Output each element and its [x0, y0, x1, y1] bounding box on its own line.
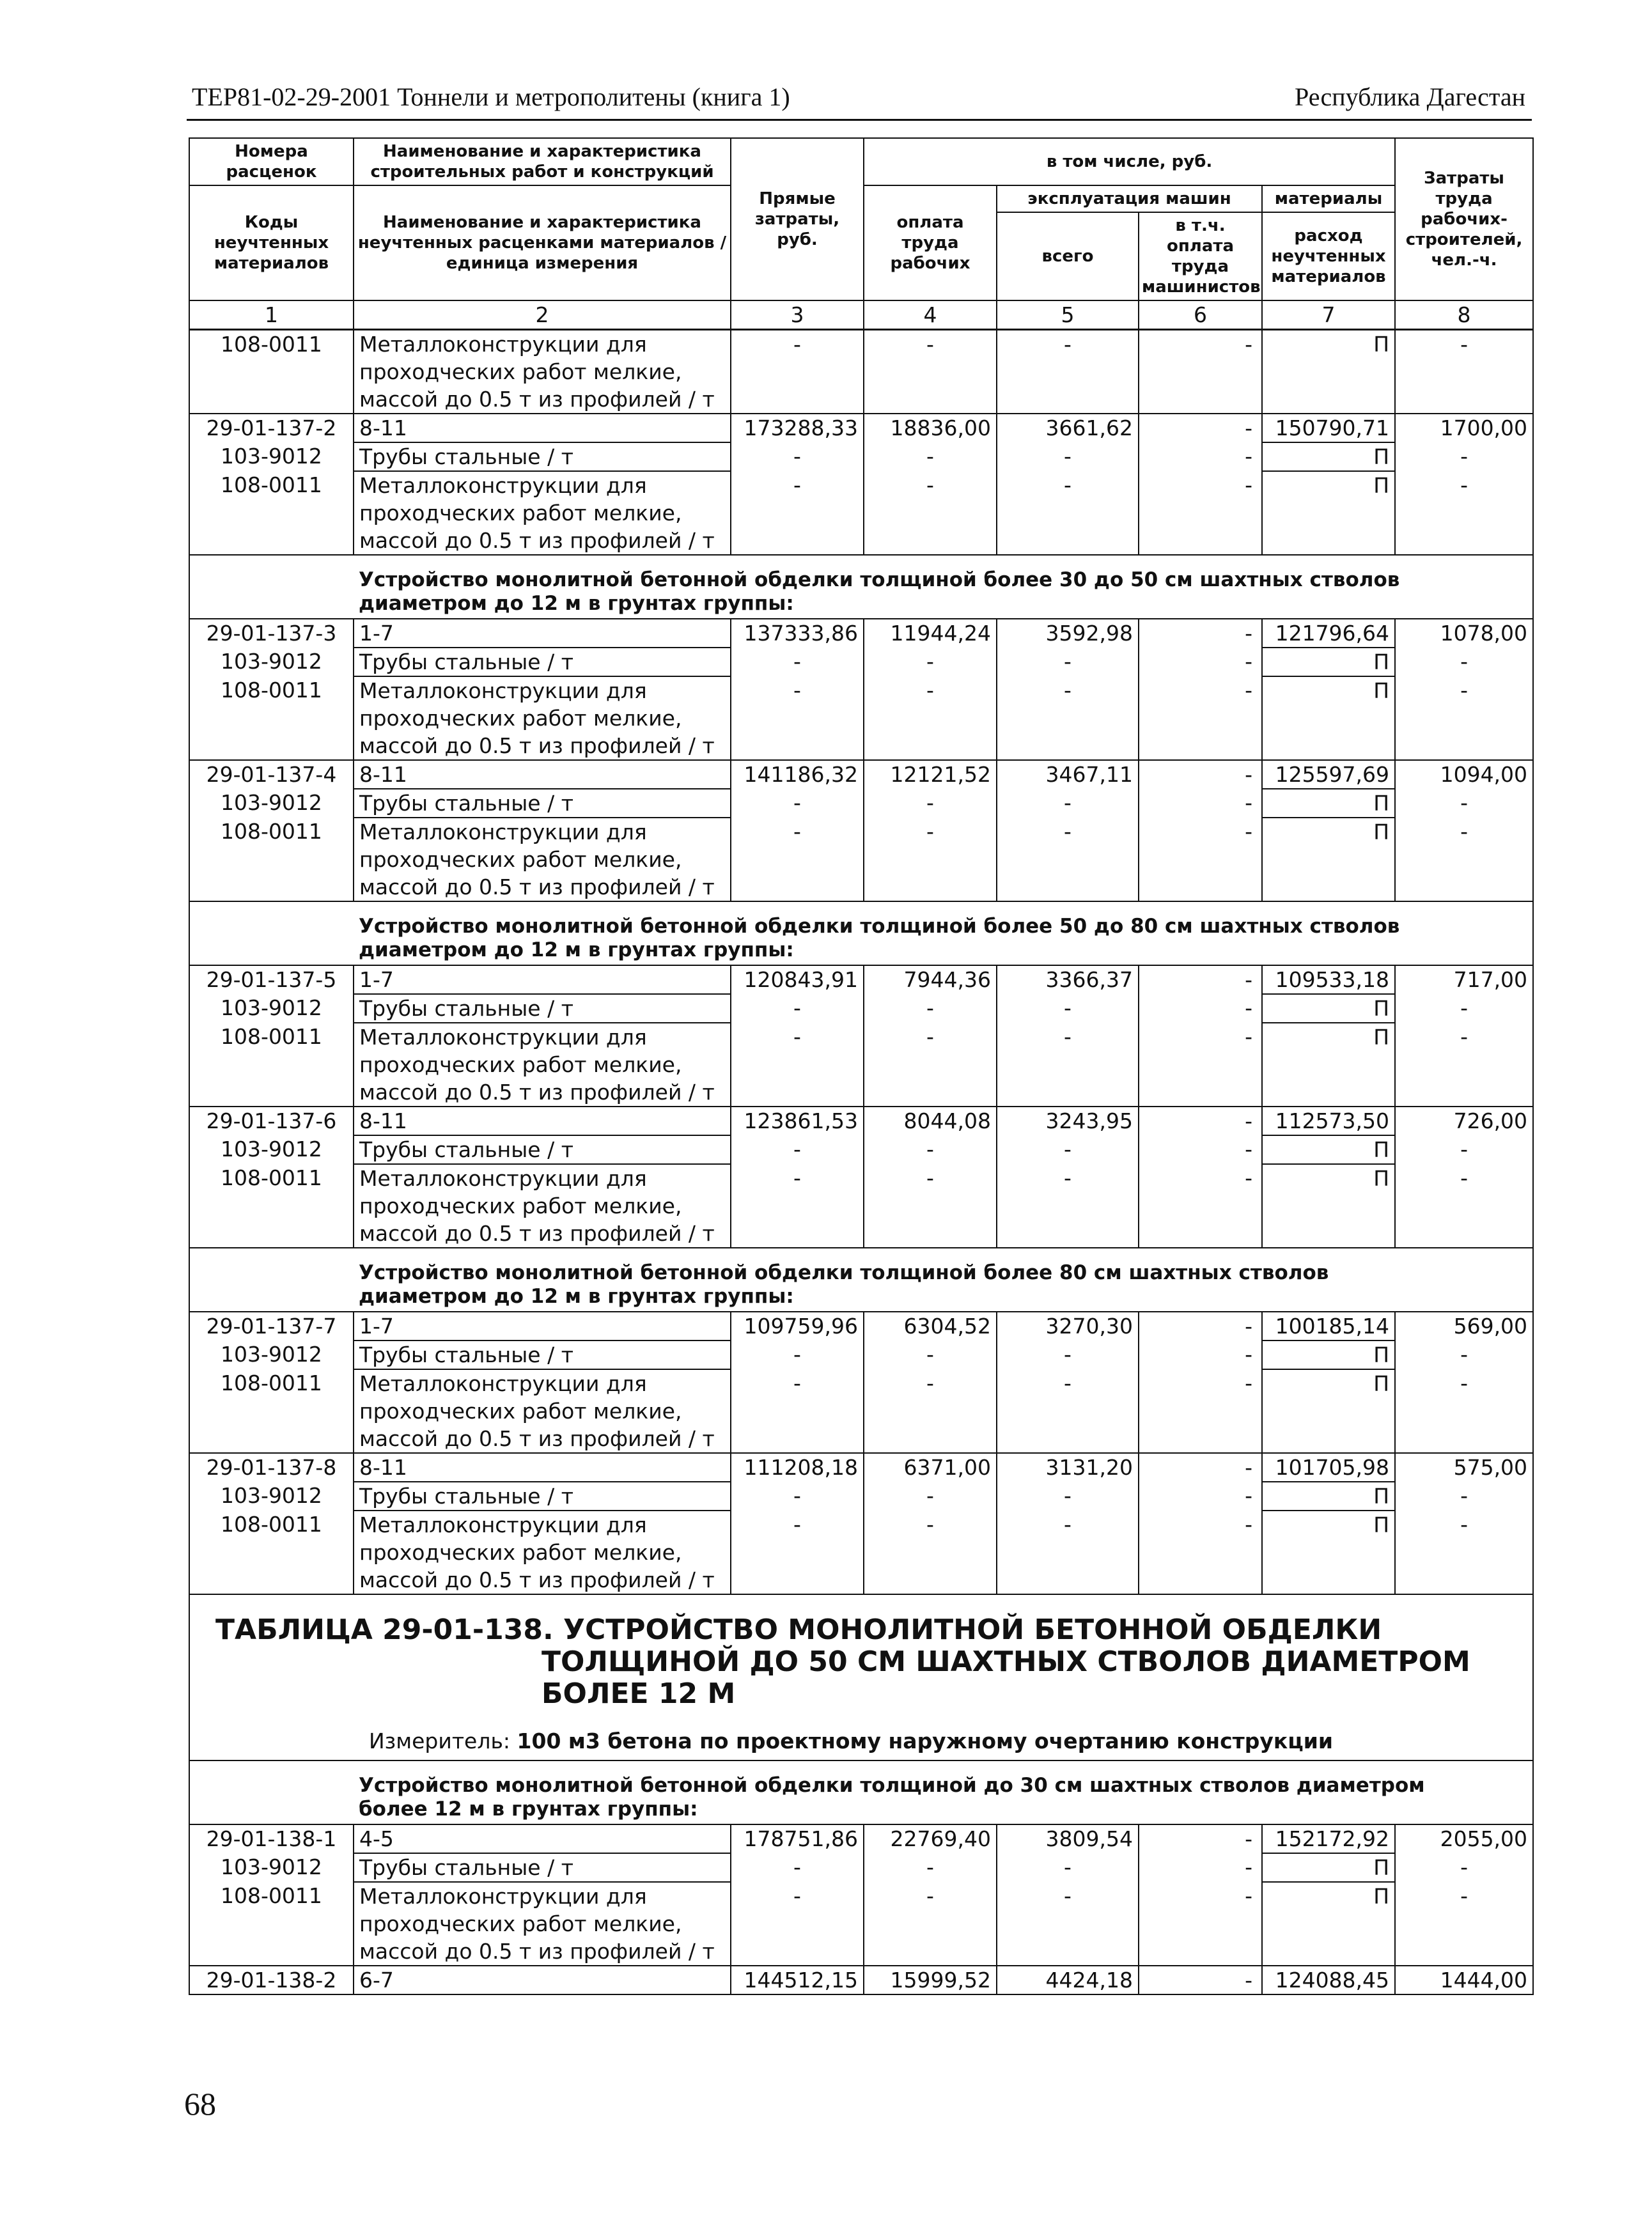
machines-total-value: -	[997, 1369, 1139, 1453]
machines-total-value: -	[997, 994, 1139, 1023]
section-heading: Устройство монолитной бетонной обделки толщиной более 30 до 50 см шахтных стволов диаметром до 12 м в грунтах группы:	[354, 555, 1533, 619]
material-marker: П	[1262, 1164, 1395, 1248]
worker-pay-value: -	[864, 1023, 997, 1107]
material-marker: П	[1262, 1882, 1395, 1966]
machinist-pay-value: -	[1139, 1511, 1262, 1594]
section-heading-row	[189, 1760, 1533, 1824]
material-row	[189, 442, 1533, 471]
labor-hours-value: -	[1395, 330, 1533, 414]
machinist-pay-value: -	[1139, 1853, 1262, 1882]
material-code: 108-0011	[189, 676, 354, 760]
machines-total-value: 3592,98	[997, 619, 1139, 648]
rate-code: 29-01-138-1	[189, 1824, 354, 1853]
machinist-pay-value: -	[1139, 1966, 1262, 1994]
labor-hours-value: -	[1395, 1882, 1533, 1966]
material-marker: П	[1262, 789, 1395, 818]
col-number-4: 4	[864, 300, 997, 330]
labor-hours-value: 717,00	[1395, 965, 1533, 994]
labor-hours-value: -	[1395, 1023, 1533, 1107]
rate-code: 29-01-137-7	[189, 1312, 354, 1341]
worker-pay-value: -	[864, 789, 997, 818]
material-name: Трубы стальные / т	[354, 1482, 731, 1511]
material-row	[189, 1882, 1533, 1966]
material-code: 108-0011	[189, 330, 354, 414]
machines-total-value: 3366,37	[997, 965, 1139, 994]
col-header-material-codes: Коды неучтенных материалов	[189, 185, 354, 300]
labor-hours-value: -	[1395, 994, 1533, 1023]
direct-costs-value: -	[731, 1882, 864, 1966]
worker-pay-value: 11944,24	[864, 619, 997, 648]
machines-total-value: -	[997, 1853, 1139, 1882]
material-row	[189, 1023, 1533, 1107]
material-marker: П	[1262, 676, 1395, 760]
rate-row	[189, 414, 1533, 442]
machines-total-value: -	[997, 818, 1139, 901]
material-name: Металлоконструкции для проходческих работ мелкие, массой до 0.5 т из профилей / т	[354, 1164, 731, 1248]
material-code: 108-0011	[189, 1164, 354, 1248]
materials-value: 124088,45	[1262, 1966, 1395, 1994]
labor-hours-value: -	[1395, 789, 1533, 818]
material-marker: П	[1262, 648, 1395, 676]
materials-value: 125597,69	[1262, 760, 1395, 789]
material-code: 103-9012	[189, 1482, 354, 1511]
material-marker: П	[1262, 1482, 1395, 1511]
direct-costs-value: -	[731, 1482, 864, 1511]
direct-costs-value: -	[731, 1023, 864, 1107]
labor-hours-value: -	[1395, 1135, 1533, 1164]
labor-hours-value: 1094,00	[1395, 760, 1533, 789]
direct-costs-value: 111208,18	[731, 1453, 864, 1482]
column-number-row	[189, 300, 1533, 330]
header-rule	[187, 119, 1532, 121]
machinist-pay-value: -	[1139, 965, 1262, 994]
material-code: 108-0011	[189, 818, 354, 901]
materials-value: 109533,18	[1262, 965, 1395, 994]
col-number-8: 8	[1395, 300, 1533, 330]
machinist-pay-value: -	[1139, 442, 1262, 471]
machinist-pay-value: -	[1139, 789, 1262, 818]
material-code: 108-0011	[189, 1882, 354, 1966]
material-row	[189, 1341, 1533, 1369]
rate-code: 29-01-137-4	[189, 760, 354, 789]
col-number-3: 3	[731, 300, 864, 330]
worker-pay-value: 22769,40	[864, 1824, 997, 1853]
machines-total-value: -	[997, 648, 1139, 676]
machinist-pay-value: -	[1139, 1135, 1262, 1164]
machinist-pay-value: -	[1139, 1107, 1262, 1135]
rate-code: 29-01-137-2	[189, 414, 354, 442]
material-row	[189, 648, 1533, 676]
worker-pay-value: 6371,00	[864, 1453, 997, 1482]
material-name: Трубы стальные / т	[354, 1135, 731, 1164]
col-header-worker-pay: оплата труда рабочих	[864, 185, 997, 300]
worker-pay-value: -	[864, 676, 997, 760]
machines-total-value: -	[997, 1341, 1139, 1369]
table-title-line-2: ТОЛЩИНОЙ ДО 50 СМ ШАХТНЫХ СТВОЛОВ ДИАМЕТРОМ БОЛЕЕ 12 М	[542, 1645, 1470, 1710]
rate-row	[189, 965, 1533, 994]
rate-groups: 8-11	[354, 414, 731, 442]
labor-hours-value: 1700,00	[1395, 414, 1533, 442]
material-name: Трубы стальные / т	[354, 994, 731, 1023]
labor-hours-value: -	[1395, 648, 1533, 676]
direct-costs-value: -	[731, 648, 864, 676]
labor-hours-value: -	[1395, 1164, 1533, 1248]
material-marker: П	[1262, 994, 1395, 1023]
section-spacer	[189, 1760, 354, 1824]
material-name: Трубы стальные / т	[354, 789, 731, 818]
rate-groups: 1-7	[354, 965, 731, 994]
labor-hours-value: -	[1395, 1482, 1533, 1511]
rate-row	[189, 1312, 1533, 1341]
machinist-pay-value: -	[1139, 1023, 1262, 1107]
col-header-material-name: Наименование и характеристика неучтенных расценками материалов / единица измерения	[354, 185, 731, 300]
section-spacer	[189, 1248, 354, 1312]
direct-costs-value: 173288,33	[731, 414, 864, 442]
material-marker: П	[1262, 1341, 1395, 1369]
materials-value: 112573,50	[1262, 1107, 1395, 1135]
materials-value: 152172,92	[1262, 1824, 1395, 1853]
worker-pay-value: 12121,52	[864, 760, 997, 789]
col-header-materials: материалы	[1262, 185, 1395, 212]
machines-total-value: 3243,95	[997, 1107, 1139, 1135]
running-header-title: ТЕР81-02-29-2001 Тоннели и метрополитены (книга 1)	[192, 82, 790, 111]
direct-costs-value: 109759,96	[731, 1312, 864, 1341]
direct-costs-value: -	[731, 1341, 864, 1369]
machinist-pay-value: -	[1139, 1164, 1262, 1248]
materials-value: 101705,98	[1262, 1453, 1395, 1482]
column-header-row-1	[189, 138, 1533, 185]
machines-total-value: -	[997, 471, 1139, 555]
worker-pay-value: -	[864, 648, 997, 676]
labor-hours-value: -	[1395, 1853, 1533, 1882]
worker-pay-value: 6304,52	[864, 1312, 997, 1341]
worker-pay-value: -	[864, 1511, 997, 1594]
material-name: Трубы стальные / т	[354, 1853, 731, 1882]
material-code: 103-9012	[189, 994, 354, 1023]
machinist-pay-value: -	[1139, 648, 1262, 676]
material-code: 108-0011	[189, 1369, 354, 1453]
direct-costs-value: 123861,53	[731, 1107, 864, 1135]
measure-value: 100 м3 бетона по проектному наружному очертанию конструкции	[517, 1729, 1333, 1753]
material-name: Трубы стальные / т	[354, 648, 731, 676]
machines-total-value: -	[997, 1164, 1139, 1248]
machines-total-value: -	[997, 1023, 1139, 1107]
rate-row	[189, 1824, 1533, 1853]
labor-hours-value: 575,00	[1395, 1453, 1533, 1482]
worker-pay-value: -	[864, 1135, 997, 1164]
rate-row	[189, 1107, 1533, 1135]
page-number: 68	[184, 2086, 216, 2122]
direct-costs-value: -	[731, 1511, 864, 1594]
rate-code: 29-01-138-2	[189, 1966, 354, 1994]
material-name: Трубы стальные / т	[354, 442, 731, 471]
section-heading-row	[189, 555, 1533, 619]
labor-hours-value: 569,00	[1395, 1312, 1533, 1341]
worker-pay-value: -	[864, 1853, 997, 1882]
machinist-pay-value: -	[1139, 676, 1262, 760]
material-code: 103-9012	[189, 442, 354, 471]
machines-total-value: -	[997, 789, 1139, 818]
direct-costs-value: -	[731, 789, 864, 818]
material-name: Металлоконструкции для проходческих работ мелкие, массой до 0.5 т из профилей / т	[354, 471, 731, 555]
material-code: 103-9012	[189, 1135, 354, 1164]
machinist-pay-value: -	[1139, 818, 1262, 901]
col-header-work-name: Наименование и характеристика строительных работ и конструкций	[354, 138, 731, 185]
machines-total-value: -	[997, 1482, 1139, 1511]
material-row	[189, 330, 1533, 414]
rate-row	[189, 1453, 1533, 1482]
machinist-pay-value: -	[1139, 760, 1262, 789]
worker-pay-value: -	[864, 818, 997, 901]
machinist-pay-value: -	[1139, 1341, 1262, 1369]
labor-hours-value: 726,00	[1395, 1107, 1533, 1135]
material-row	[189, 1511, 1533, 1594]
worker-pay-value: -	[864, 1164, 997, 1248]
rate-groups: 1-7	[354, 1312, 731, 1341]
machines-total-value: -	[997, 442, 1139, 471]
rate-row	[189, 619, 1533, 648]
material-row	[189, 789, 1533, 818]
direct-costs-value: -	[731, 330, 864, 414]
rate-code: 29-01-137-8	[189, 1453, 354, 1482]
material-row	[189, 471, 1533, 555]
direct-costs-value: 144512,15	[731, 1966, 864, 1994]
machinist-pay-value: -	[1139, 1312, 1262, 1341]
worker-pay-value: -	[864, 1882, 997, 1966]
worker-pay-value: -	[864, 994, 997, 1023]
direct-costs-value: -	[731, 676, 864, 760]
material-row	[189, 1135, 1533, 1164]
labor-hours-value: -	[1395, 676, 1533, 760]
col-header-machines: эксплуатация машин	[997, 185, 1262, 212]
worker-pay-value: 18836,00	[864, 414, 997, 442]
machinist-pay-value: -	[1139, 619, 1262, 648]
material-name: Металлоконструкции для проходческих работ мелкие, массой до 0.5 т из профилей / т	[354, 1882, 731, 1966]
material-marker: П	[1262, 1135, 1395, 1164]
section-heading-row	[189, 1248, 1533, 1312]
material-code: 108-0011	[189, 1023, 354, 1107]
direct-costs-value: 178751,86	[731, 1824, 864, 1853]
materials-value: 100185,14	[1262, 1312, 1395, 1341]
material-name: Металлоконструкции для проходческих работ мелкие, массой до 0.5 т из профилей / т	[354, 1511, 731, 1594]
machines-total-value: 3131,20	[997, 1453, 1139, 1482]
material-row	[189, 1164, 1533, 1248]
labor-hours-value: -	[1395, 818, 1533, 901]
worker-pay-value: -	[864, 442, 997, 471]
table-heading-block	[189, 1594, 1533, 1760]
labor-hours-value: -	[1395, 442, 1533, 471]
material-name: Металлоконструкции для проходческих работ мелкие, массой до 0.5 т из профилей / т	[354, 330, 731, 414]
section-spacer	[189, 555, 354, 619]
machinist-pay-value: -	[1139, 1824, 1262, 1853]
material-code: 103-9012	[189, 1853, 354, 1882]
table-heading-row	[189, 1594, 1533, 1760]
machinist-pay-value: -	[1139, 1369, 1262, 1453]
direct-costs-value: 137333,86	[731, 619, 864, 648]
worker-pay-value: -	[864, 1482, 997, 1511]
section-heading-row	[189, 901, 1533, 965]
machinist-pay-value: -	[1139, 1482, 1262, 1511]
machines-total-value: -	[997, 330, 1139, 414]
measure-label: Измеритель:	[369, 1729, 511, 1753]
material-name: Металлоконструкции для проходческих работ мелкие, массой до 0.5 т из профилей / т	[354, 818, 731, 901]
rate-code: 29-01-137-3	[189, 619, 354, 648]
direct-costs-value: -	[731, 1369, 864, 1453]
rate-groups: 8-11	[354, 1453, 731, 1482]
machines-total-value: -	[997, 1511, 1139, 1594]
rate-groups: 8-11	[354, 760, 731, 789]
worker-pay-value: 7944,36	[864, 965, 997, 994]
direct-costs-value: -	[731, 471, 864, 555]
material-code: 103-9012	[189, 1341, 354, 1369]
material-row	[189, 1482, 1533, 1511]
col-header-labor-hours: Затраты труда рабочих-строителей, чел.-ч.	[1395, 138, 1533, 300]
material-marker: П	[1262, 471, 1395, 555]
rate-code: 29-01-137-6	[189, 1107, 354, 1135]
material-name: Металлоконструкции для проходческих работ мелкие, массой до 0.5 т из профилей / т	[354, 676, 731, 760]
direct-costs-value: -	[731, 1853, 864, 1882]
material-name: Металлоконструкции для проходческих работ мелкие, массой до 0.5 т из профилей / т	[354, 1369, 731, 1453]
col-header-machines-total: всего	[997, 212, 1139, 300]
rate-groups: 4-5	[354, 1824, 731, 1853]
machines-total-value: 3270,30	[997, 1312, 1139, 1341]
direct-costs-value: 141186,32	[731, 760, 864, 789]
col-number-6: 6	[1139, 300, 1262, 330]
labor-hours-value: -	[1395, 1511, 1533, 1594]
materials-value: 121796,64	[1262, 619, 1395, 648]
material-marker: П	[1262, 1853, 1395, 1882]
material-code: 108-0011	[189, 471, 354, 555]
machines-total-value: 3809,54	[997, 1824, 1139, 1853]
material-marker: П	[1262, 1369, 1395, 1453]
machines-total-value: 4424,18	[997, 1966, 1139, 1994]
material-row	[189, 994, 1533, 1023]
table-title-line-1: ТАБЛИЦА 29-01-138. УСТРОЙСТВО МОНОЛИТНОЙ БЕТОННОЙ ОБДЕЛКИ	[215, 1613, 1382, 1646]
rate-code: 29-01-137-5	[189, 965, 354, 994]
material-marker: П	[1262, 442, 1395, 471]
col-header-machinist-pay: в т.ч. оплата труда машинистов	[1139, 212, 1262, 300]
worker-pay-value: -	[864, 471, 997, 555]
section-heading: Устройство монолитной бетонной обделки толщиной более 80 см шахтных стволов диаметром до 12 м в грунтах группы:	[354, 1248, 1533, 1312]
section-heading: Устройство монолитной бетонной обделки толщиной до 30 см шахтных стволов диаметром более 12 м в грунтах группы:	[354, 1760, 1533, 1824]
rate-groups: 1-7	[354, 619, 731, 648]
material-row	[189, 1369, 1533, 1453]
machines-total-value: 3661,62	[997, 414, 1139, 442]
col-number-2: 2	[354, 300, 731, 330]
material-marker: П	[1262, 1511, 1395, 1594]
labor-hours-value: 2055,00	[1395, 1824, 1533, 1853]
material-code: 103-9012	[189, 789, 354, 818]
direct-costs-value: -	[731, 818, 864, 901]
running-header-region: Республика Дагестан	[1295, 82, 1525, 111]
labor-hours-value: 1078,00	[1395, 619, 1533, 648]
rate-groups: 8-11	[354, 1107, 731, 1135]
labor-hours-value: -	[1395, 1341, 1533, 1369]
rate-row	[189, 1966, 1533, 1994]
material-marker: П	[1262, 330, 1395, 414]
labor-hours-value: -	[1395, 471, 1533, 555]
col-header-unaccounted-materials: расход неучтенных материалов	[1262, 212, 1395, 300]
rates-table	[189, 137, 1534, 1995]
direct-costs-value: -	[731, 442, 864, 471]
rate-groups: 6-7	[354, 1966, 731, 1994]
direct-costs-value: -	[731, 994, 864, 1023]
col-number-5: 5	[997, 300, 1139, 330]
col-header-direct-costs: Прямые затраты, руб.	[731, 138, 864, 300]
material-code: 103-9012	[189, 648, 354, 676]
worker-pay-value: -	[864, 330, 997, 414]
material-name: Металлоконструкции для проходческих работ мелкие, массой до 0.5 т из профилей / т	[354, 1023, 731, 1107]
machinist-pay-value: -	[1139, 330, 1262, 414]
machines-total-value: -	[997, 1135, 1139, 1164]
col-number-1: 1	[189, 300, 354, 330]
material-code: 108-0011	[189, 1511, 354, 1594]
labor-hours-value: -	[1395, 1369, 1533, 1453]
machines-total-value: 3467,11	[997, 760, 1139, 789]
section-heading: Устройство монолитной бетонной обделки толщиной более 50 до 80 см шахтных стволов диаметром до 12 м в грунтах группы:	[354, 901, 1533, 965]
col-number-7: 7	[1262, 300, 1395, 330]
col-header-rate-numbers: Номера расценок	[189, 138, 354, 185]
material-row	[189, 818, 1533, 901]
rate-row	[189, 760, 1533, 789]
machinist-pay-value: -	[1139, 471, 1262, 555]
machinist-pay-value: -	[1139, 1453, 1262, 1482]
material-row	[189, 676, 1533, 760]
section-spacer	[189, 901, 354, 965]
machinist-pay-value: -	[1139, 414, 1262, 442]
direct-costs-value: 120843,91	[731, 965, 864, 994]
machinist-pay-value: -	[1139, 994, 1262, 1023]
material-name: Трубы стальные / т	[354, 1341, 731, 1369]
material-marker: П	[1262, 1023, 1395, 1107]
labor-hours-value: 1444,00	[1395, 1966, 1533, 1994]
direct-costs-value: -	[731, 1164, 864, 1248]
worker-pay-value: -	[864, 1341, 997, 1369]
worker-pay-value: -	[864, 1369, 997, 1453]
material-row	[189, 1853, 1533, 1882]
machinist-pay-value: -	[1139, 1882, 1262, 1966]
col-header-including: в том числе, руб.	[864, 138, 1395, 185]
materials-value: 150790,71	[1262, 414, 1395, 442]
machines-total-value: -	[997, 676, 1139, 760]
direct-costs-value: -	[731, 1135, 864, 1164]
measure-unit-line	[203, 1728, 1527, 1755]
machines-total-value: -	[997, 1882, 1139, 1966]
worker-pay-value: 15999,52	[864, 1966, 997, 1994]
worker-pay-value: 8044,08	[864, 1107, 997, 1135]
material-marker: П	[1262, 818, 1395, 901]
